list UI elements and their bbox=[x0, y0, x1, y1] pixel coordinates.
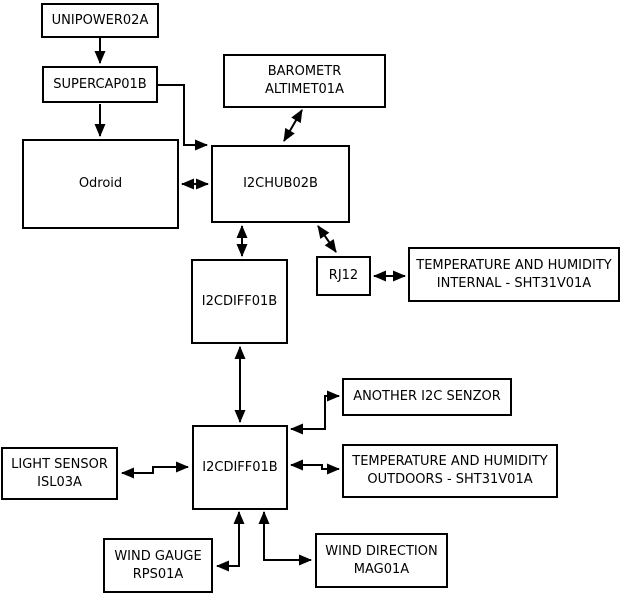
edge-i2cdiff-lower-another-sensor bbox=[291, 396, 339, 429]
node-temp-humidity-outdoors-sht31v01a bbox=[342, 444, 558, 498]
node-label: WIND DIRECTION bbox=[325, 543, 438, 559]
node-label: UNIPOWER02A bbox=[51, 12, 149, 28]
node-another-i2c-senzor bbox=[342, 378, 512, 416]
node-i2chub02b bbox=[211, 145, 350, 223]
node-unipower02a bbox=[41, 3, 159, 38]
node-barometr-altimet01a bbox=[223, 54, 386, 108]
edge-i2cdiff-lower-wind-gauge bbox=[217, 512, 239, 566]
node-label: OUTDOORS - SHT31V01A bbox=[367, 472, 533, 487]
node-odroid bbox=[22, 139, 179, 229]
node-label: I2CDIFF01B bbox=[202, 459, 278, 475]
node-wind-direction-mag01a bbox=[315, 533, 448, 588]
edge-light-sensor-i2cdiff-lower bbox=[122, 467, 188, 473]
node-rj12 bbox=[316, 256, 371, 296]
edge-supercap-i2chub bbox=[158, 85, 207, 145]
node-label: TEMPERATURE AND HUMIDITY bbox=[352, 454, 548, 470]
node-label: BAROMETR bbox=[267, 64, 342, 80]
node-label: ALTIMET01A bbox=[265, 82, 344, 97]
node-label: SUPERCAP01B bbox=[53, 76, 147, 92]
node-label: I2CDIFF01B bbox=[201, 293, 278, 309]
node-i2cdiff01b-lower bbox=[192, 425, 288, 510]
edge-i2cdiff-lower-wind-direction bbox=[264, 512, 311, 560]
node-temp-humidity-internal-sht31v01a bbox=[408, 247, 620, 302]
node-label: MAG01A bbox=[353, 561, 410, 577]
node-supercap01b bbox=[42, 66, 158, 103]
edge-i2cdiff-lower-temp-outdoors bbox=[291, 465, 339, 469]
node-label: TEMPERATURE AND HUMIDITY bbox=[416, 257, 612, 273]
node-label: INTERNAL - SHT31V01A bbox=[436, 275, 592, 291]
edge-i2chub-rj12 bbox=[318, 226, 336, 252]
node-label: ANOTHER I2C SENZOR bbox=[353, 389, 501, 405]
node-wind-gauge-rps01a bbox=[103, 538, 213, 593]
node-label: Odroid bbox=[78, 176, 123, 192]
node-label: I2CHUB02B bbox=[243, 176, 318, 192]
edge-barometr-i2chub bbox=[284, 110, 302, 141]
node-label: RJ12 bbox=[328, 268, 359, 284]
node-label: RPS01A bbox=[132, 566, 184, 582]
node-label: WIND GAUGE bbox=[114, 548, 202, 564]
node-label: ISL03A bbox=[37, 474, 82, 490]
node-light-sensor-isl03a bbox=[1, 447, 118, 500]
node-label: LIGHT SENSOR bbox=[11, 456, 108, 472]
node-i2cdiff01b-upper bbox=[191, 259, 288, 344]
